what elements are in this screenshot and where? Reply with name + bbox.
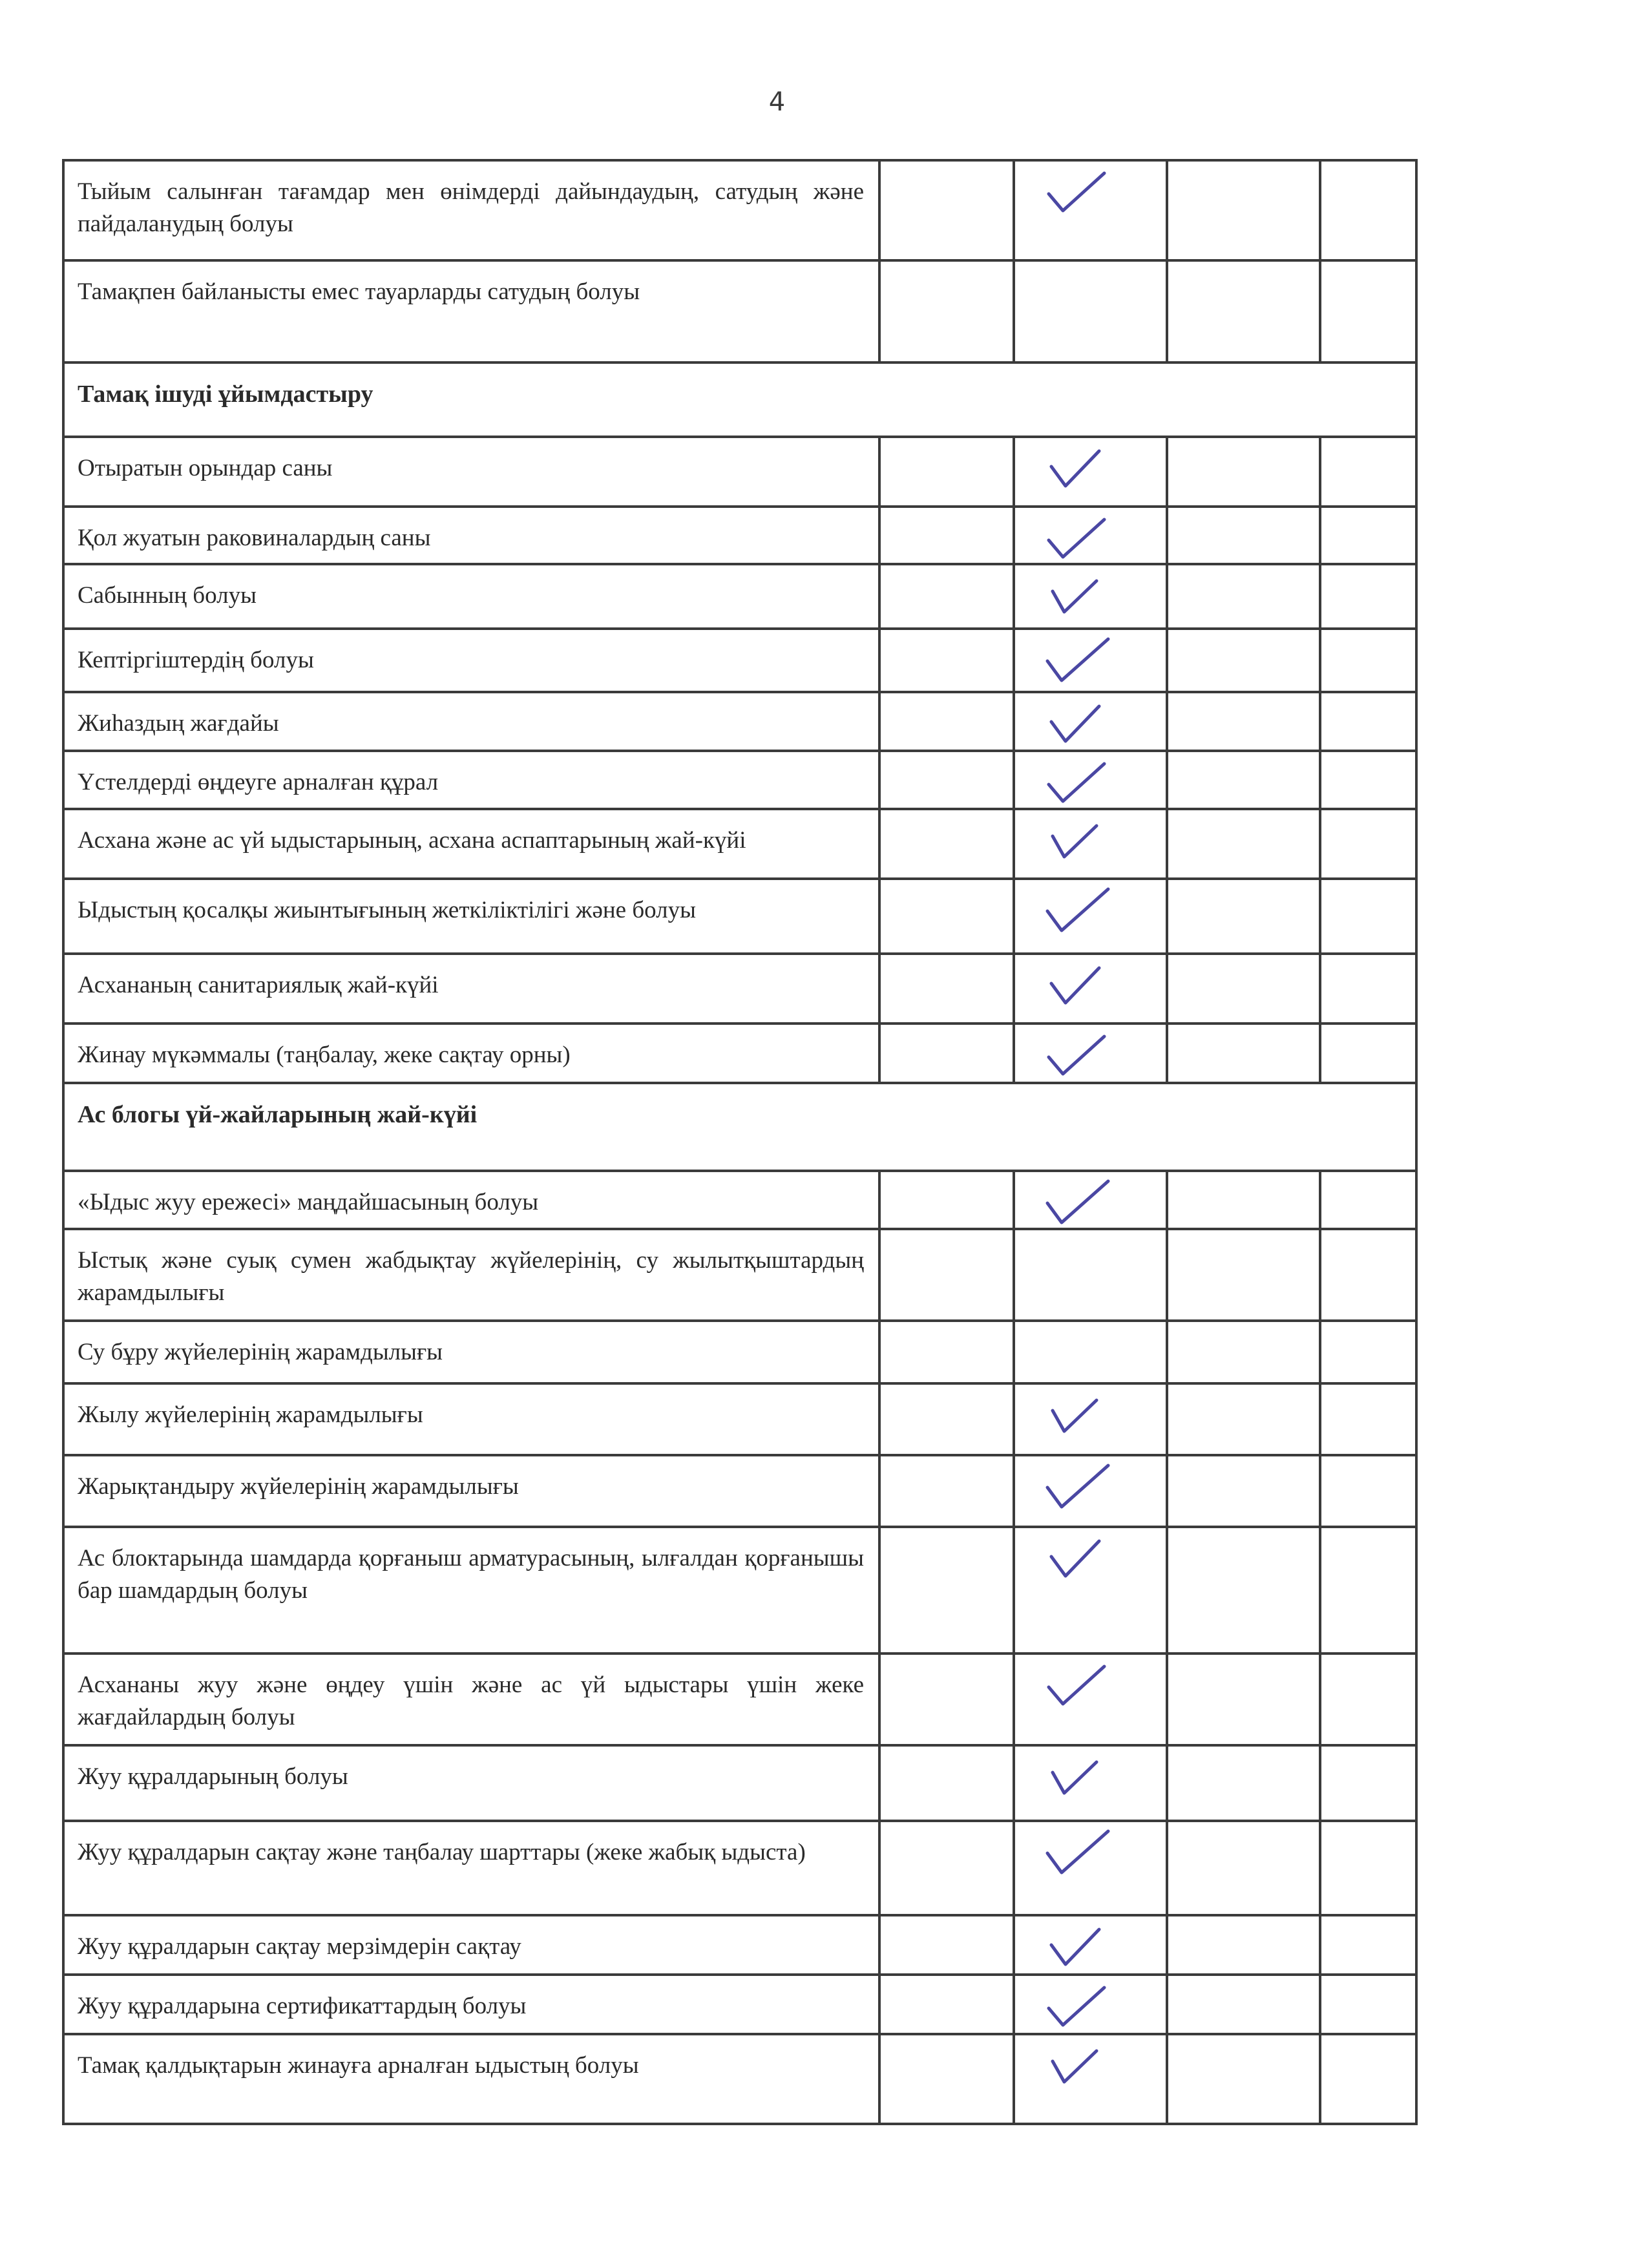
mark-cell <box>878 262 1013 361</box>
checkmark-icon <box>1041 1535 1112 1586</box>
yes-mark-cell <box>1013 1025 1166 1082</box>
checkmark-icon <box>1041 1753 1112 1805</box>
checkmark-icon <box>1041 961 1112 1013</box>
yes-mark-cell <box>1013 2035 1166 2123</box>
mark-cell <box>1166 1976 1319 2033</box>
criterion-cell <box>62 508 878 563</box>
table-row <box>62 1170 1418 1228</box>
yes-mark-cell <box>1013 693 1166 750</box>
mark-cell <box>1319 1528 1418 1652</box>
mark-cell <box>878 508 1013 563</box>
criterion-text: Жуу құралдарының болуы <box>78 1763 348 1790</box>
criterion-cell <box>62 1456 878 1526</box>
criterion-text: Ыстық және суық сумен жабдықтау жүйелерінің, су жылытқыштардың жарамдылығы <box>78 1247 864 1306</box>
mark-cell <box>1166 262 1319 361</box>
mark-cell <box>1166 693 1319 750</box>
mark-cell <box>1319 1322 1418 1382</box>
criterion-text: Үстелдерді өңдеуге арналған құрал <box>78 769 439 795</box>
mark-cell <box>1319 1916 1418 1973</box>
section-cell <box>62 1084 1418 1170</box>
criterion-text: Кептіргіштердің болуы <box>78 647 314 673</box>
mark-cell <box>878 630 1013 691</box>
yes-mark-cell <box>1013 1172 1166 1228</box>
yes-mark-cell <box>1013 1456 1166 1526</box>
mark-cell <box>1319 1976 1418 2033</box>
mark-cell <box>1166 1655 1319 1744</box>
criterion-text: Жинау мүкәммалы (таңбалау, жеке сақтау орны) <box>78 1042 571 1068</box>
mark-cell <box>878 1172 1013 1228</box>
mark-cell <box>1319 1385 1418 1454</box>
mark-cell <box>1166 810 1319 877</box>
criterion-cell <box>62 1385 878 1454</box>
section-row <box>62 1082 1418 1170</box>
criterion-cell <box>62 438 878 505</box>
table-row <box>62 877 1418 952</box>
mark-cell <box>1319 1456 1418 1526</box>
mark-cell <box>878 162 1013 259</box>
mark-cell <box>878 1528 1013 1652</box>
mark-cell <box>1166 1528 1319 1652</box>
table-row <box>62 563 1418 627</box>
mark-cell <box>878 1025 1013 1082</box>
criterion-cell <box>62 1916 878 1973</box>
criterion-cell <box>62 693 878 750</box>
checkmark-icon <box>1041 759 1112 810</box>
table-row <box>62 1820 1418 1914</box>
checkmark-icon <box>1041 1661 1112 1713</box>
criterion-cell <box>62 630 878 691</box>
criterion-text: Жуу құралдарына сертификаттардың болуы <box>78 1993 527 2019</box>
criterion-text: Қол жуатын раковиналардың саны <box>78 525 431 551</box>
criterion-cell <box>62 1655 878 1744</box>
checkmark-icon <box>1041 1179 1112 1230</box>
mark-cell <box>878 1385 1013 1454</box>
yes-mark-cell <box>1013 508 1166 563</box>
mark-cell <box>1166 1172 1319 1228</box>
mark-cell <box>1319 693 1418 750</box>
mark-cell <box>1166 2035 1319 2123</box>
criterion-text: Ыдыстың қосалқы жиынтығының жеткіліктілігі және болуы <box>78 897 696 923</box>
section-heading: Тамақ ішуді ұйымдастыру <box>78 381 373 408</box>
yes-mark-cell <box>1013 1322 1166 1382</box>
checkmark-icon <box>1041 1031 1112 1083</box>
checkmark-icon <box>1041 700 1112 751</box>
criterion-cell <box>62 1747 878 1820</box>
table-row <box>62 1526 1418 1652</box>
mark-cell <box>1166 1385 1319 1454</box>
criterion-text: Сабынның болуы <box>78 582 257 609</box>
table-row <box>62 259 1418 361</box>
mark-cell <box>878 1976 1013 2033</box>
checkmark-icon <box>1041 2042 1112 2094</box>
mark-cell <box>1166 1456 1319 1526</box>
yes-mark-cell <box>1013 438 1166 505</box>
criterion-text: Асхананы жуу және өңдеу үшін және ас үй ыдыстары үшін жеке жағдайлардың болуы <box>78 1672 864 1730</box>
criterion-cell <box>62 955 878 1022</box>
criterion-cell <box>62 2035 878 2123</box>
criterion-text: Асхана және ас үй ыдыстарының, асхана аспаптарының жай-күйі <box>78 827 746 854</box>
checkmark-icon <box>1041 1923 1112 1975</box>
yes-mark-cell <box>1013 1230 1166 1319</box>
checkmark-icon <box>1041 1982 1112 2034</box>
section-heading: Ас блогы үй-жайларының жай-күйі <box>78 1101 478 1128</box>
criterion-text: Тамақ қалдықтарын жинауға арналған ыдыстың болуы <box>78 2052 639 2079</box>
checkmark-icon <box>1041 1391 1112 1443</box>
mark-cell <box>1319 2035 1418 2123</box>
mark-cell <box>878 1916 1013 1973</box>
table-row <box>62 1454 1418 1526</box>
mark-cell <box>1319 1822 1418 1914</box>
table-row <box>62 750 1418 808</box>
criterion-text: Жарықтандыру жүйелерінің жарамдылығы <box>78 1473 519 1500</box>
mark-cell <box>1319 810 1418 877</box>
criterion-cell <box>62 1322 878 1382</box>
table-row <box>62 1914 1418 1973</box>
mark-cell <box>1319 438 1418 505</box>
yes-mark-cell <box>1013 1528 1166 1652</box>
checklist-table <box>62 159 1418 2125</box>
mark-cell <box>1166 1025 1319 1082</box>
section-row <box>62 361 1418 436</box>
checkmark-icon <box>1041 572 1112 624</box>
mark-cell <box>878 1822 1013 1914</box>
mark-cell <box>1166 752 1319 808</box>
criterion-text: Отыратын орындар саны <box>78 455 333 481</box>
table-row <box>62 1319 1418 1382</box>
criterion-cell <box>62 1025 878 1082</box>
checkmark-icon <box>1041 168 1112 220</box>
yes-mark-cell <box>1013 1822 1166 1914</box>
mark-cell <box>1166 438 1319 505</box>
mark-cell <box>878 438 1013 505</box>
mark-cell <box>1166 1230 1319 1319</box>
yes-mark-cell <box>1013 1655 1166 1744</box>
mark-cell <box>878 1230 1013 1319</box>
yes-mark-cell <box>1013 630 1166 691</box>
mark-cell <box>1319 1230 1418 1319</box>
table-row <box>62 691 1418 750</box>
mark-cell <box>878 1655 1013 1744</box>
criterion-text: «Ыдыс жуу ережесі» маңдайшасының болуы <box>78 1189 539 1215</box>
mark-cell <box>1319 1025 1418 1082</box>
mark-cell <box>1166 1916 1319 1973</box>
criterion-cell <box>62 1528 878 1652</box>
yes-mark-cell <box>1013 955 1166 1022</box>
mark-cell <box>878 693 1013 750</box>
table-row <box>62 1228 1418 1319</box>
table-row <box>62 627 1418 691</box>
mark-cell <box>1166 1747 1319 1820</box>
mark-cell <box>1319 508 1418 563</box>
mark-cell <box>878 752 1013 808</box>
criterion-text: Тыйым салынған тағамдар мен өнімдерді дайындаудың, сатудың және пайдаланудың болуы <box>78 178 864 237</box>
mark-cell <box>878 1456 1013 1526</box>
mark-cell <box>878 810 1013 877</box>
mark-cell <box>1319 1655 1418 1744</box>
mark-cell <box>878 2035 1013 2123</box>
criterion-cell <box>62 565 878 627</box>
table-row <box>62 436 1418 505</box>
checkmark-icon <box>1041 817 1112 868</box>
criterion-cell <box>62 1230 878 1319</box>
yes-mark-cell <box>1013 162 1166 259</box>
criterion-cell <box>62 262 878 361</box>
mark-cell <box>1319 262 1418 361</box>
mark-cell <box>1319 162 1418 259</box>
checkmark-icon <box>1041 887 1112 938</box>
criterion-text: Асхананың санитариялық жай-күйі <box>78 972 439 998</box>
mark-cell <box>1166 565 1319 627</box>
mark-cell <box>1319 565 1418 627</box>
table-row <box>62 159 1418 259</box>
criterion-cell <box>62 810 878 877</box>
yes-mark-cell <box>1013 1976 1166 2033</box>
criterion-cell <box>62 1822 878 1914</box>
yes-mark-cell <box>1013 1747 1166 1820</box>
mark-cell <box>878 880 1013 952</box>
checkmark-icon <box>1041 1463 1112 1515</box>
page-number: 4 <box>768 87 786 117</box>
criterion-text: Тамақпен байланысты емес тауарларды сатудың болуы <box>78 278 640 305</box>
mark-cell <box>1166 880 1319 952</box>
yes-mark-cell <box>1013 880 1166 952</box>
criterion-text: Жылу жүйелерінің жарамдылығы <box>78 1402 423 1428</box>
mark-cell <box>1166 1822 1319 1914</box>
mark-cell <box>1319 955 1418 1022</box>
mark-cell <box>878 955 1013 1022</box>
yes-mark-cell <box>1013 262 1166 361</box>
mark-cell <box>878 565 1013 627</box>
table-row <box>62 1022 1418 1082</box>
criterion-cell <box>62 880 878 952</box>
criterion-cell <box>62 1172 878 1228</box>
yes-mark-cell <box>1013 810 1166 877</box>
table-row <box>62 2033 1418 2125</box>
table-row <box>62 1744 1418 1820</box>
mark-cell <box>878 1322 1013 1382</box>
criterion-cell <box>62 1976 878 2033</box>
criterion-text: Жиһаздың жағдайы <box>78 710 279 737</box>
mark-cell <box>1319 630 1418 691</box>
criterion-cell <box>62 162 878 259</box>
yes-mark-cell <box>1013 752 1166 808</box>
mark-cell <box>1166 508 1319 563</box>
criterion-cell <box>62 752 878 808</box>
table-row <box>62 1973 1418 2033</box>
table-row <box>62 1652 1418 1744</box>
table-row <box>62 505 1418 563</box>
table-row <box>62 952 1418 1022</box>
checkmark-icon <box>1041 514 1112 566</box>
mark-cell <box>1166 162 1319 259</box>
section-cell <box>62 364 1418 436</box>
yes-mark-cell <box>1013 565 1166 627</box>
criterion-text: Ас блоктарында шамдарда қорғаныш арматурасының, ылғалдан қорғанышы бар шамдардың болуы <box>78 1545 864 1604</box>
mark-cell <box>878 1747 1013 1820</box>
criterion-text: Су бұру жүйелерінің жарамдылығы <box>78 1339 443 1365</box>
mark-cell <box>1319 880 1418 952</box>
yes-mark-cell <box>1013 1385 1166 1454</box>
criterion-text: Жуу құралдарын сақтау және таңбалау шарттары (жеке жабық ыдыста) <box>78 1839 806 1865</box>
mark-cell <box>1319 1747 1418 1820</box>
table-row <box>62 808 1418 877</box>
criterion-text: Жуу құралдарын сақтау мерзімдерін сақтау <box>78 1933 521 1960</box>
checkmark-icon <box>1041 1829 1112 1880</box>
yes-mark-cell <box>1013 1916 1166 1973</box>
mark-cell <box>1319 1172 1418 1228</box>
mark-cell <box>1319 752 1418 808</box>
table-row <box>62 1382 1418 1454</box>
checkmark-icon <box>1041 445 1112 496</box>
mark-cell <box>1166 1322 1319 1382</box>
mark-cell <box>1166 955 1319 1022</box>
mark-cell <box>1166 630 1319 691</box>
checkmark-icon <box>1041 636 1112 688</box>
